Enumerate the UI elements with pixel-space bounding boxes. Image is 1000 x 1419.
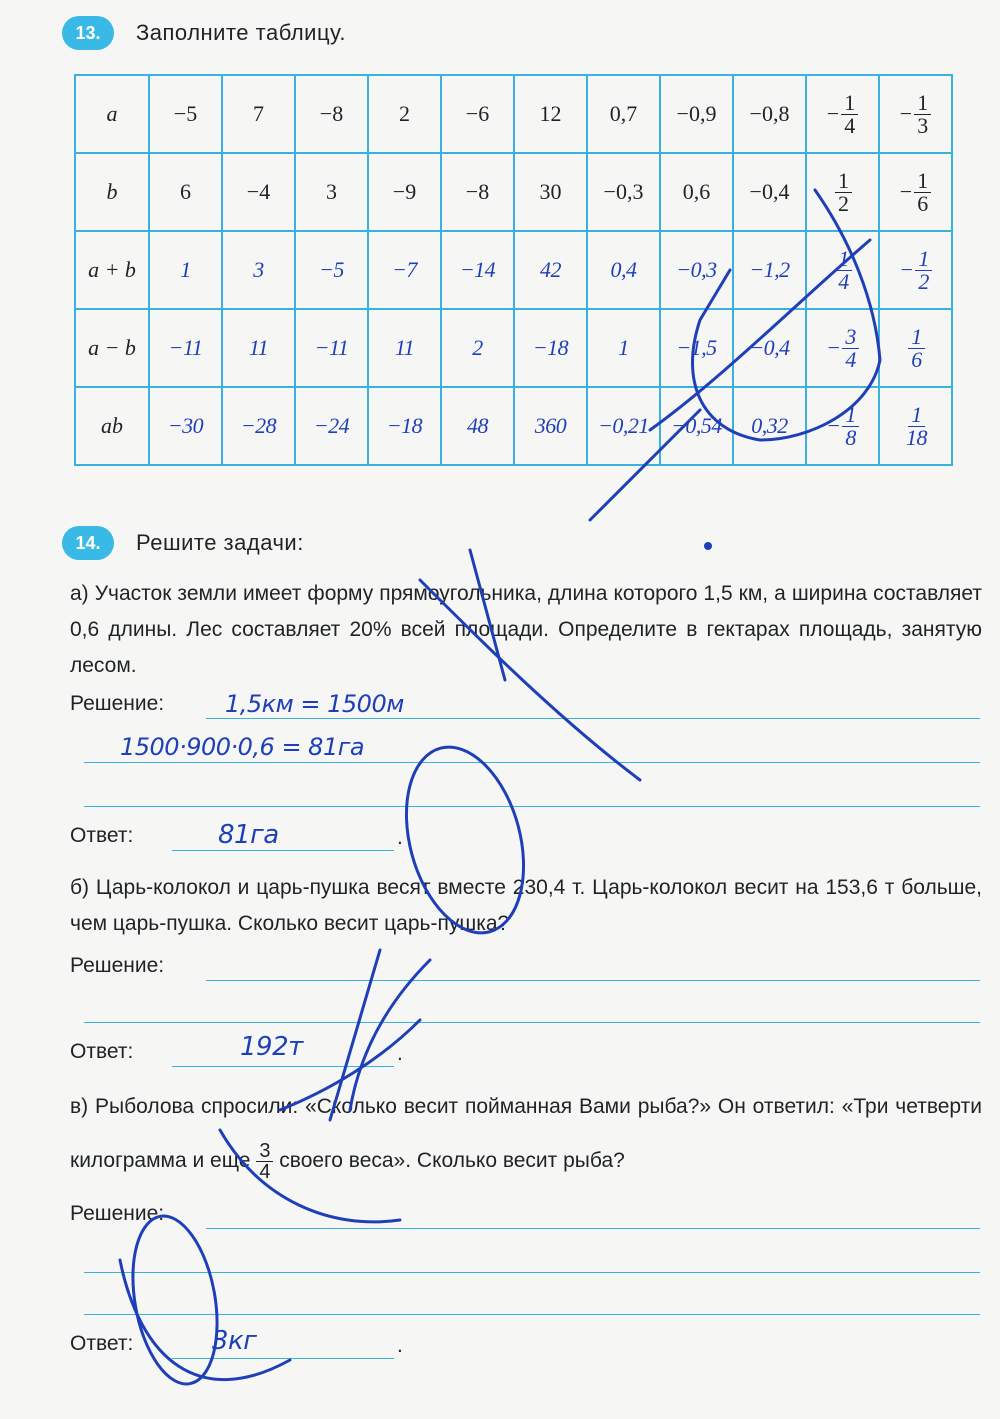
handwritten-cell: −14: [441, 231, 514, 309]
table-cell: 3: [295, 153, 368, 231]
answer-dot: .: [397, 1334, 403, 1357]
handwritten-cell: −0,54: [660, 387, 733, 465]
answer-label-c: Ответ:: [70, 1332, 134, 1355]
fraction-sign: −: [826, 413, 841, 438]
scribble-stroke: [650, 240, 870, 430]
table-cell: −8: [441, 153, 514, 231]
fraction-denominator: 6: [917, 190, 929, 216]
fraction-numerator: 3: [842, 326, 859, 349]
fraction-sign: −: [899, 179, 913, 204]
fraction-numerator: 1: [914, 92, 931, 115]
scribble-stroke: [220, 1130, 400, 1222]
fraction-denominator: 2: [918, 268, 929, 294]
table-cell: −0,9: [660, 75, 733, 153]
row-label: a + b: [75, 231, 149, 309]
fraction-sign: −: [899, 101, 913, 126]
solution-label-b: Решение:: [70, 954, 165, 977]
fraction-numerator: 1: [835, 170, 852, 193]
handwritten-cell: 360: [514, 387, 587, 465]
fraction-denominator: 8: [845, 424, 856, 450]
problem-c-text-part1: в) Рыболова спросили: «Сколько весит пойманная Вами рыба?» Он ответил: «Три четверти килограмма и еще: [70, 1095, 982, 1172]
handwritten-cell: −28: [222, 387, 295, 465]
handwritten-cell: 1: [587, 309, 660, 387]
table-cell: 30: [514, 153, 587, 231]
handwritten-cell: 2: [441, 309, 514, 387]
fraction-sign: −: [826, 101, 840, 126]
table-cell: 12: [514, 75, 587, 153]
scribble-stroke: [120, 1260, 290, 1380]
handwritten-cell: −1,5: [660, 309, 733, 387]
handwritten-cell: −5: [295, 231, 368, 309]
problem-b-text: б) Царь-колокол и царь-пушка весят вместе 230,4 т. Царь-колокол весит на 153,6 т больше, чем царь-пушка. Сколько весит царь-пушка?: [70, 876, 982, 935]
answer-label-a: Ответ:: [70, 824, 134, 847]
handwritten-cell: 0,32: [733, 387, 806, 465]
fraction-denominator: 4: [845, 346, 856, 372]
problem-a-text: а) Участок земли имеет форму прямоугольника, длина которого 1,5 км, а ширина составляет 0,6 длины. Лес составляет 20% всей площади. Определите в гектарах площадь, занятую лесом.: [70, 582, 982, 677]
handwritten-cell: −0,3: [660, 231, 733, 309]
table-cell: 0,7: [587, 75, 660, 153]
scribble-stroke: [280, 1020, 420, 1110]
table-cell: 2: [368, 75, 441, 153]
table-cell: 6: [149, 153, 222, 231]
task-14-badge: 14.: [62, 526, 114, 560]
table-cell: 7: [222, 75, 295, 153]
handwritten-cell: −11: [295, 309, 368, 387]
fraction-denominator: 3: [917, 112, 929, 138]
task-13-title: Заполните таблицу.: [136, 20, 346, 45]
scribble-stroke: [590, 410, 700, 520]
table-cell: −0,3: [587, 153, 660, 231]
fraction-numerator: 1: [908, 326, 925, 349]
scribble-stroke: [387, 734, 542, 946]
handwritten-cell: −0,21: [587, 387, 660, 465]
table-cell: −6: [441, 75, 514, 153]
row-label: a: [75, 75, 149, 153]
solution-label-a: Решение:: [70, 692, 165, 715]
handwritten-cell: −18: [514, 309, 587, 387]
fraction-numerator: 1: [835, 248, 852, 271]
handwritten-cell: 11: [222, 309, 295, 387]
table-cell: −0,4: [733, 153, 806, 231]
handwritten-answer: 192т: [240, 1032, 303, 1062]
problem-c-text-part2: своего веса». Сколько весит рыба?: [279, 1149, 625, 1172]
answer-dot: .: [397, 1042, 403, 1065]
table-cell: −0,8: [733, 75, 806, 153]
handwritten-cell: −18: [368, 387, 441, 465]
fraction-numerator: 1: [915, 248, 932, 271]
scribble-stroke: [330, 950, 380, 1120]
table-cell: −4: [222, 153, 295, 231]
row-label: a − b: [75, 309, 149, 387]
handwritten-solution-line: 1500·900·0,6 = 81га: [120, 733, 365, 761]
fraction-denominator: 4: [838, 268, 849, 294]
scribble-stroke: [350, 960, 430, 1110]
table-cell: −8: [295, 75, 368, 153]
fraction-denominator: 18: [906, 424, 927, 450]
fraction-numerator: 1: [908, 404, 925, 427]
fraction-numerator: 1: [841, 92, 858, 115]
handwritten-answer: 81га: [218, 820, 279, 850]
row-label: ab: [75, 387, 149, 465]
handwritten-answer: 3кг: [212, 1326, 257, 1356]
handwritten-cell: −7: [368, 231, 441, 309]
fraction-numerator: 3: [256, 1141, 273, 1162]
handwritten-cell: 42: [514, 231, 587, 309]
fraction-denominator: 4: [844, 112, 856, 138]
scribble-stroke: [420, 580, 640, 780]
answer-dot: .: [397, 826, 403, 849]
fraction-numerator: 1: [914, 170, 931, 193]
fraction-denominator: 6: [911, 346, 922, 372]
handwritten-cell: −1,2: [733, 231, 806, 309]
table-cell: −9: [368, 153, 441, 231]
row-label: b: [75, 153, 149, 231]
handwritten-cell: −11: [149, 309, 222, 387]
fraction-sign: −: [899, 257, 914, 282]
task-14-title: Решите задачи:: [136, 530, 304, 555]
handwritten-cell: 0,4: [587, 231, 660, 309]
handwritten-cell: 1: [149, 231, 222, 309]
table-cell: 0,6: [660, 153, 733, 231]
handwritten-solution-line: 1,5км = 1500м: [225, 690, 404, 718]
fraction-numerator: 1: [842, 404, 859, 427]
ink-dot: [704, 542, 712, 550]
solution-label-c: Решение:: [70, 1202, 165, 1225]
handwritten-cell: −0,4: [733, 309, 806, 387]
table-cell: −5: [149, 75, 222, 153]
fraction-sign: −: [826, 335, 841, 360]
handwritten-cell: −24: [295, 387, 368, 465]
fraction-denominator: 4: [259, 1160, 271, 1183]
task-13-badge: 13.: [62, 16, 114, 50]
fraction-denominator: 2: [838, 190, 849, 216]
handwritten-cell: 48: [441, 387, 514, 465]
handwritten-cell: −30: [149, 387, 222, 465]
handwritten-cell: 3: [222, 231, 295, 309]
handwritten-cell: 11: [368, 309, 441, 387]
answer-label-b: Ответ:: [70, 1040, 134, 1063]
